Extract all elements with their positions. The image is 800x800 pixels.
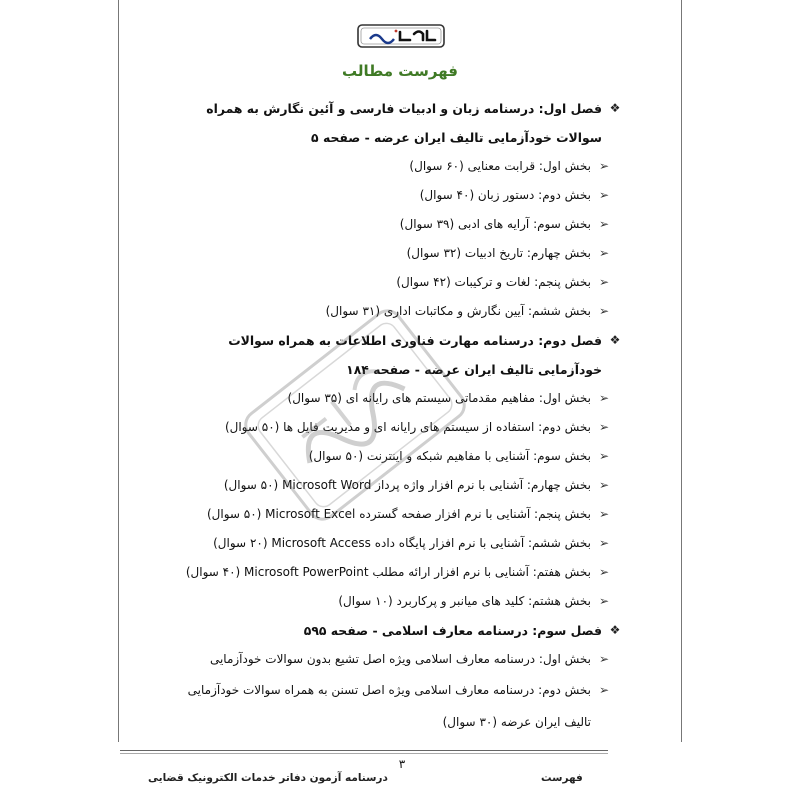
page-frame-left-line [118,0,119,742]
section-title: بخش دوم: درسنامه معارف اسلامی ویژه اصل تسنن به همراه سوالات خودآزمایی تالیف ایران عرضه (۳۰ سوال) [187,683,591,729]
footer-divider [120,750,608,751]
section-title: بخش هشتم: کلید های میانبر و پرکاربرد (۱۰ سوال) [338,594,591,608]
chapter-heading [166,326,622,384]
arrow-bullet-icon: ➢ [598,159,610,173]
arrow-bullet-icon: ➢ [598,275,610,289]
list-item [166,529,622,558]
section-title: بخش پنجم: آشنایی با نرم افزار صفحه گسترده [359,507,591,521]
footer-divider [120,753,608,754]
list-item [166,239,622,268]
section-title: بخش دوم: استفاده از سیستم های رایانه ای و مدیریت فایل ها (۵۰ سوال) [224,420,591,434]
section-title: بخش پنجم: لغات و ترکیبات (۴۲ سوال) [396,275,591,289]
section-title: بخش اول: قرابت معنایی (۶۰ سوال) [409,159,591,173]
arrow-bullet-icon: ➢ [598,420,610,434]
section-title: بخش چهارم: تاریخ ادبیات (۳۲ سوال) [406,246,591,260]
list-item [166,645,622,674]
question-count: (۵۰ سوال) [223,478,279,492]
list-item [166,471,622,500]
question-count: (۲۰ سوال) [213,536,268,550]
section-title: بخش سوم: آرایه های ادبی (۳۹ سوال) [399,217,591,231]
diamond-bullet-icon: ❖ [609,623,621,637]
arrow-bullet-icon: ➢ [598,304,610,318]
list-item [166,384,622,413]
software-name: Microsoft PowerPoint [244,565,369,579]
footer-section-label: فهرست [541,772,583,784]
arrow-bullet-icon: ➢ [598,478,610,492]
diamond-bullet-icon: ❖ [609,333,621,347]
chapter-title: فصل سوم: درسنامه معارف اسلامی - صفحه ۵۹۵ [303,623,602,638]
iran-arze-logo [356,22,446,50]
section-title: بخش اول: درسنامه معارف اسلامی ویژه اصل تشیع بدون سوالات خودآزمایی [209,652,591,666]
list-item [166,181,622,210]
arrow-bullet-icon: ➢ [598,652,610,666]
list-item [166,210,622,239]
arrow-bullet-icon: ➢ [598,565,610,579]
toc-list [166,94,622,738]
page-number: ۳ [398,757,406,771]
arrow-bullet-icon: ➢ [598,594,610,608]
arrow-bullet-icon: ➢ [598,246,610,260]
footer-book-title: درسنامه آزمون دفاتر خدمات الکترونیک قضایی [148,772,388,784]
arrow-bullet-icon: ➢ [598,391,610,405]
software-name: Microsoft Excel [265,507,356,521]
list-item [166,500,622,529]
diamond-bullet-icon: ❖ [609,101,621,115]
arrow-bullet-icon: ➢ [598,188,610,202]
section-title: بخش دوم: دستور زبان (۴۰ سوال) [419,188,591,202]
arrow-bullet-icon: ➢ [598,536,610,550]
list-item [166,297,622,326]
list-item [166,413,622,442]
list-item [166,674,622,738]
list-item [166,152,622,181]
list-item [166,442,622,471]
section-title: بخش ششم: آیین نگارش و مکاتبات اداری (۳۱ سوال) [325,304,591,318]
arrow-bullet-icon: ➢ [598,217,610,231]
question-count: (۵۰ سوال) [206,507,262,521]
section-title: بخش اول: مفاهیم مقدماتی سیستم های رایانه ای (۳۵ سوال) [287,391,591,405]
arrow-bullet-icon: ➢ [598,507,610,521]
chapter-title: فصل دوم: درسنامه مهارت فناوری اطلاعات به همراه سوالات خودآزمایی تالیف ایران عرضه - صفحه ۱۸۴ [228,333,602,377]
chapter-heading [166,94,622,152]
table-of-contents-title: فهرست مطالب [342,62,458,80]
list-item [166,558,622,587]
page-frame-right-line [681,0,682,742]
question-count: (۴۰ سوال) [185,565,241,579]
section-title: بخش ششم: آشنایی با نرم افزار پایگاه داده [374,536,591,550]
list-item [166,268,622,297]
arrow-bullet-icon: ➢ [598,683,610,697]
section-title: بخش هفتم: آشنایی با نرم افزار ارائه مطلب [372,565,591,579]
chapter-heading [166,616,622,645]
arrow-bullet-icon: ➢ [598,449,610,463]
software-name: Microsoft Word [282,478,372,492]
software-name: Microsoft Access [271,536,371,550]
chapter-title: فصل اول: درسنامه زبان و ادبیات فارسی و آئین نگارش به همراه سوالات خودآزمایی تالیف ایران عرضه - صفحه ۵ [206,101,602,145]
section-title: بخش چهارم: آشنایی با نرم افزار واژه پرداز [375,478,591,492]
section-title: بخش سوم: آشنایی با مفاهیم شبکه و اینترنت (۵۰ سوال) [308,449,591,463]
list-item [166,587,622,616]
